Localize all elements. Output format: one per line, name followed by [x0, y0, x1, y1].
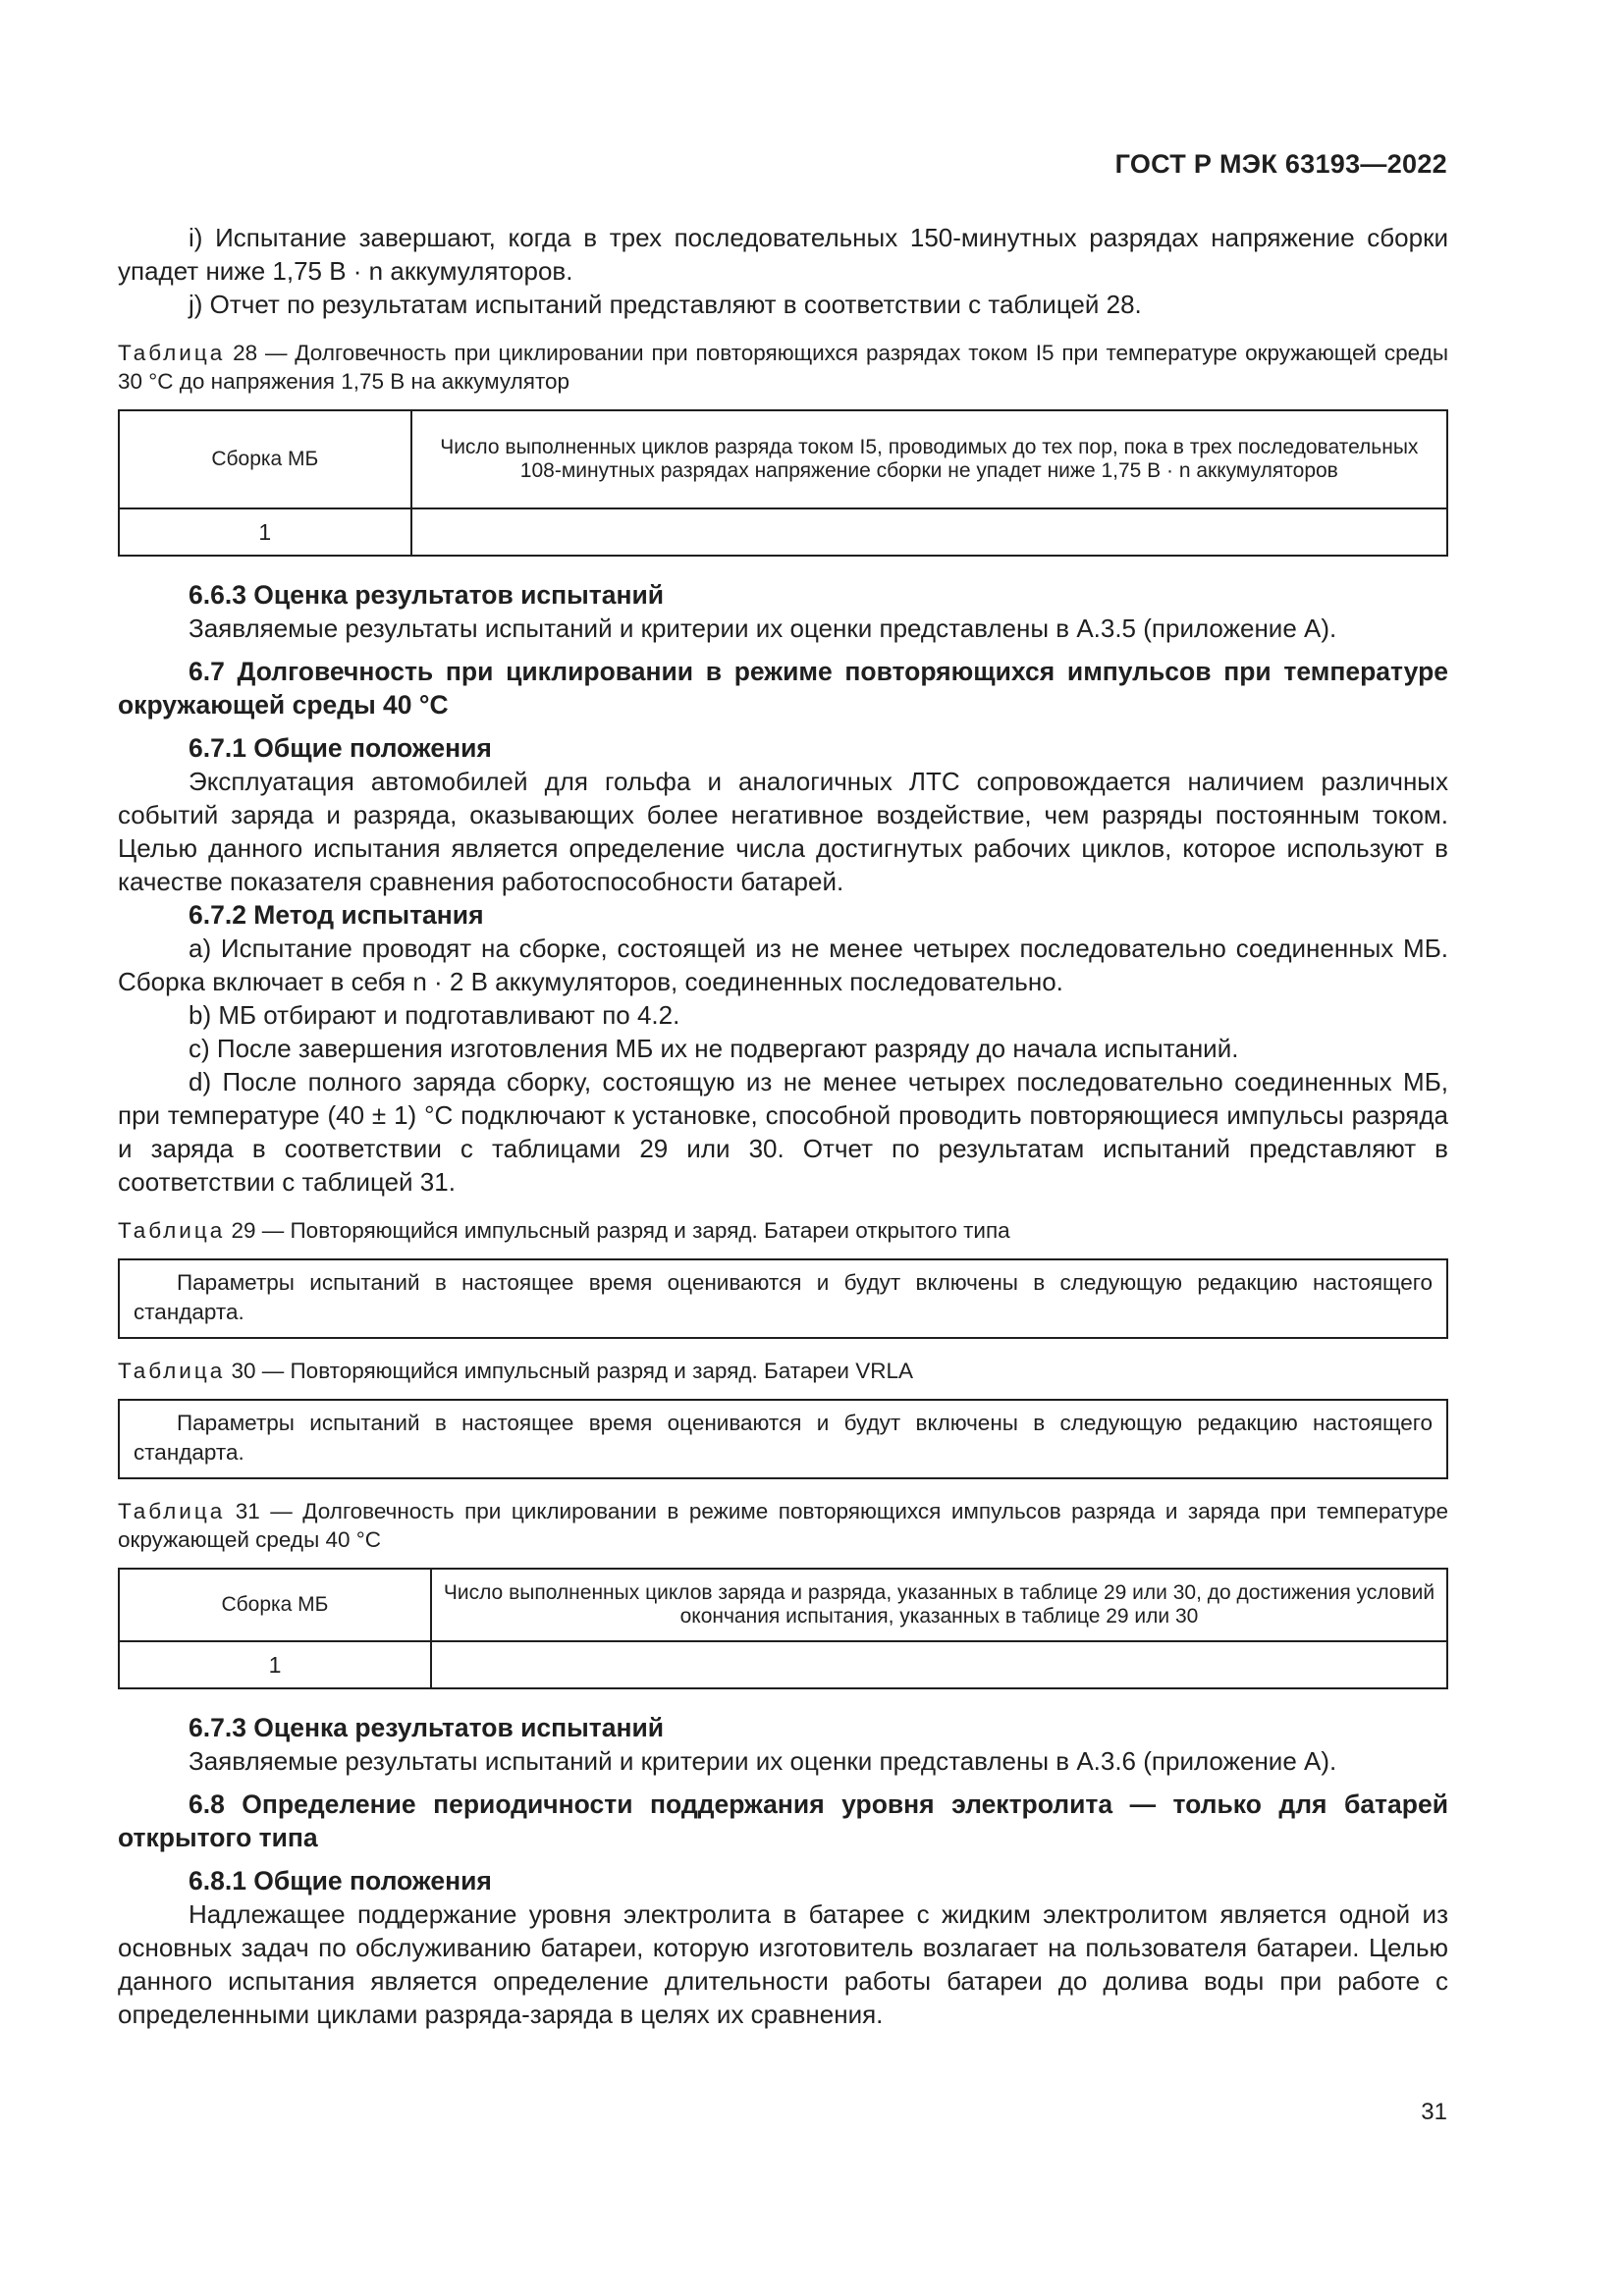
table-label: Таблица	[118, 1218, 226, 1243]
section-672-item-c: c) После завершения изготовления МБ их не подвергают разряду до начала испытаний.	[189, 1034, 1239, 1063]
section-671-title: 6.7.1 Общие положения	[189, 733, 492, 763]
section-671-text: Эксплуатация автомобилей для гольфа и аналогичных ЛТС сопровождается наличием различных событий заряда и разряда, оказывающих более негативное воздействие, чем разряды постоянным током. Целью данного испытания является определение числа достигнутых рабочих циклов, которое используют в качестве показателя сравнения работоспособности батарей.	[118, 767, 1448, 896]
table-header-row	[119, 410, 1447, 508]
paragraph-j: j) Отчет по результатам испытаний представляют в соответствии с таблицей 28.	[189, 290, 1142, 319]
table-label: Таблица	[118, 1359, 226, 1383]
table-cell	[411, 508, 1447, 556]
table-31	[118, 1568, 1448, 1689]
table-header-cell: Число выполненных циклов разряда током I5, проводимых до тех пор, пока в трех последовательных 108-минутных разрядах напряжение сборки не упадет ниже 1,75 В · n аккумуляторов	[411, 410, 1447, 508]
section-663-title: 6.6.3 Оценка результатов испытаний	[189, 580, 665, 610]
table-header-cell: Сборка МБ	[119, 410, 411, 508]
table-28-caption	[118, 339, 1448, 396]
document-header: ГОСТ Р МЭК 63193—2022	[1114, 149, 1447, 179]
table-29-caption-text: 29 — Повторяющийся импульсный разряд и заряд. Батареи открытого типа	[225, 1218, 1010, 1243]
table-31-caption-text: 31 — Долговечность при циклировании в режиме повторяющихся импульсов разряда и заряда при температуре окружающей среды 40 °С	[118, 1499, 1448, 1552]
table-label: Таблица	[118, 1499, 226, 1523]
section-672-title: 6.7.2 Метод испытания	[189, 900, 484, 930]
table-cell: 1	[119, 1641, 431, 1688]
table-28-caption-text: 28 — Долговечность при циклировании при повторяющихся разрядах током I5 при температуре окружающей среды 30 °С до напряжения 1,75 В на аккумулятор	[118, 341, 1448, 394]
table-row	[119, 1641, 1447, 1688]
table-28	[118, 409, 1448, 557]
table-label: Таблица	[118, 341, 226, 365]
section-68-title: 6.8 Определение периодичности поддержания уровня электролита — только для батарей открытого типа	[118, 1789, 1448, 1852]
page-number: 31	[1421, 2099, 1447, 2125]
section-672-item-d: d) После полного заряда сборку, состоящую из не менее четырех последовательно соединенных МБ, при температуре (40 ± 1) °С подключают к установке, способной проводить повторяющиеся импульсы разряда и заряда в соответствии с таблицами 29 или 30. Отчет по результатам испытаний представляют в соответствии с таблицей 31.	[118, 1067, 1448, 1197]
section-67-title: 6.7 Долговечность при циклировании в режиме повторяющихся импульсов при температуре окружающей среды 40 °С	[118, 657, 1448, 720]
section-681-title: 6.8.1 Общие положения	[189, 1866, 492, 1896]
table-30-caption-text: 30 — Повторяющийся импульсный разряд и заряд. Батареи VRLA	[225, 1359, 913, 1383]
section-673-title: 6.7.3 Оценка результатов испытаний	[189, 1713, 665, 1742]
table-header-row	[119, 1569, 1447, 1641]
table-29-caption	[118, 1216, 1448, 1245]
table-31-caption	[118, 1497, 1448, 1554]
table-29-box: Параметры испытаний в настоящее время оцениваются и будут включены в следующую редакцию настоящего стандарта.	[118, 1258, 1448, 1339]
page-content	[118, 221, 1448, 2031]
table-cell: 1	[119, 508, 411, 556]
table-row	[119, 508, 1447, 556]
table-header-cell: Сборка МБ	[119, 1569, 431, 1641]
table-header-cell: Число выполненных циклов заряда и разряда, указанных в таблице 29 или 30, до достижения условий окончания испытания, указанных в таблице 29 или 30	[431, 1569, 1447, 1641]
table-30-caption	[118, 1357, 1448, 1385]
paragraph-i: i) Испытание завершают, когда в трех последовательных 150-минутных разрядах напряжение сборки упадет ниже 1,75 В · n аккумуляторов.	[118, 223, 1448, 286]
section-663-text: Заявляемые результаты испытаний и критерии их оценки представлены в А.3.5 (приложение А).	[189, 614, 1337, 643]
section-672-item-a: a) Испытание проводят на сборке, состоящей из не менее четырех последовательно соединенных МБ. Сборка включает в себя n · 2 В аккумуляторов, соединенных последовательно.	[118, 934, 1448, 996]
section-673-text: Заявляемые результаты испытаний и критерии их оценки представлены в А.3.6 (приложение А).	[189, 1746, 1337, 1776]
table-30-box: Параметры испытаний в настоящее время оцениваются и будут включены в следующую редакцию настоящего стандарта.	[118, 1399, 1448, 1479]
section-672-item-b: b) МБ отбирают и подготавливают по 4.2.	[189, 1000, 680, 1030]
table-cell	[431, 1641, 1447, 1688]
section-681-text: Надлежащее поддержание уровня электролита в батарее с жидким электролитом является одной из основных задач по обслуживанию батареи, которую изготовитель возлагает на пользователя батареи. Целью данного испытания является определение длительности работы батареи до долива воды при работе с определенными циклами разряда-заряда в целях их сравнения.	[118, 1899, 1448, 2029]
